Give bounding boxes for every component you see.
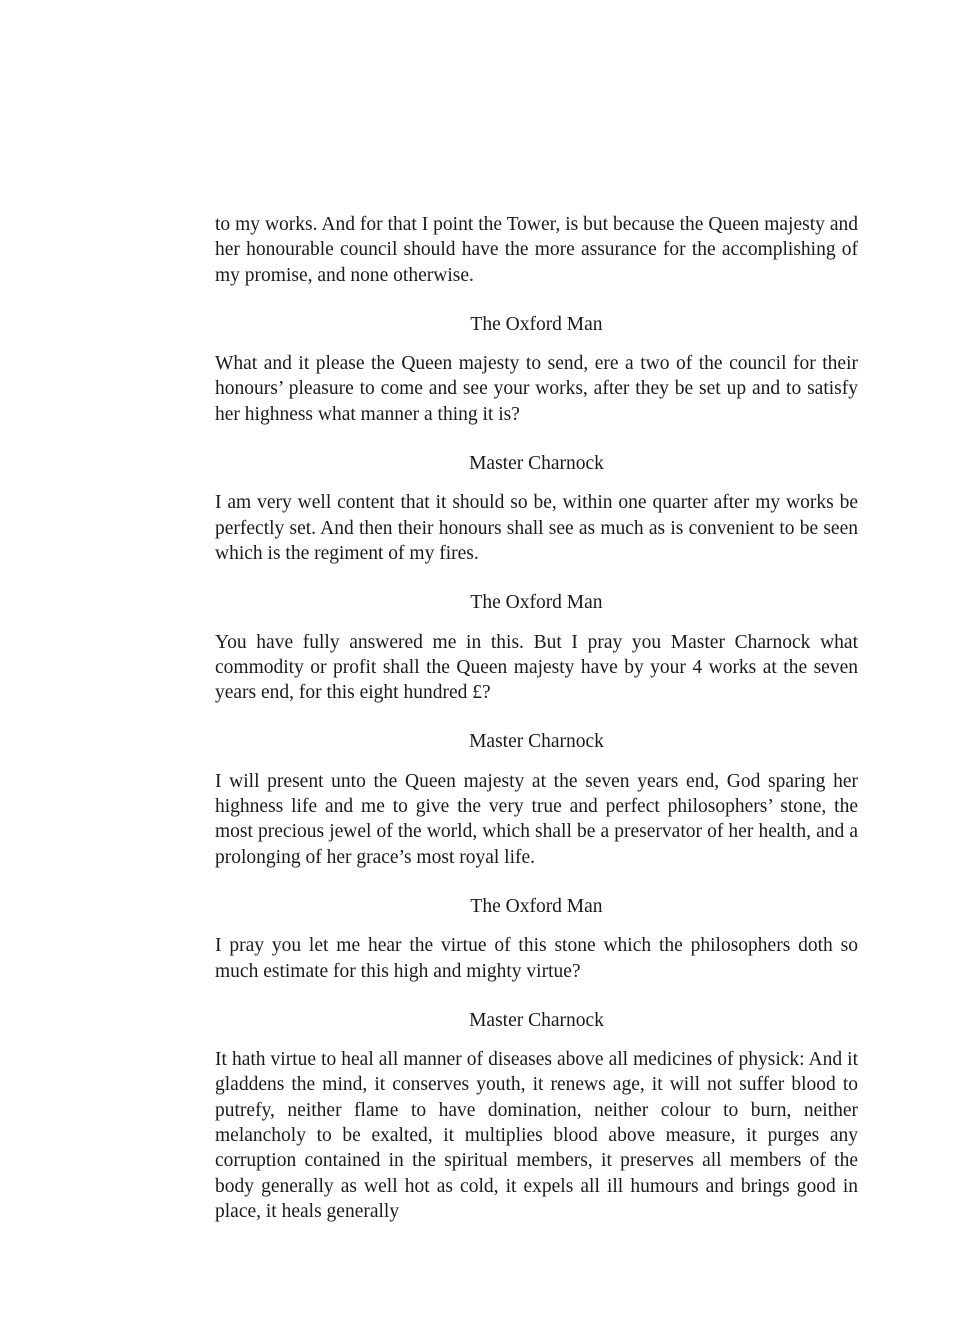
speaker-heading: The Oxford Man [470, 895, 603, 917]
dialogue-paragraph: I am very well content that it should so be, within one quarter after my works be perfectly set. And then their honours shall see as much as is convenient to be seen which is the regiment of my fires. [215, 492, 858, 564]
speaker-heading: The Oxford Man [470, 592, 603, 614]
speaker-heading: Master Charnock [469, 453, 604, 475]
page-content [215, 212, 858, 1224]
dialogue-paragraph: What and it please the Queen majesty to send, ere a two of the council for their honours’ pleasure to come and see your works, after they be set up and to satisfy her highness what manner a thing it is? [215, 353, 858, 425]
dialogue-paragraph: I will present unto the Queen majesty at the seven years end, God sparing her highness life and me to give the very true and perfect philosophers’ stone, the most precious jewel of the world, which shall be a preservator of her health, and a prolonging of her grace’s most royal life. [215, 770, 858, 868]
dialogue-paragraph: I pray you let me hear the virtue of this stone which the philosophers doth so much estimate for this high and mighty virtue? [215, 935, 858, 982]
dialogue-paragraph: It hath virtue to heal all manner of diseases above all medicines of physick: And it gladdens the mind, it conserves youth, it renews age, it will not suffer blood to putrefy, neither flame to have domination, neither colour to burn, neither melancholy to be exalted, it multiplies blood above measure, it purges any corruption contained in the spiritual members, it preserves all members of the body generally as well hot as cold, it expels all ill humours and brings good in place, it heals generally [215, 1049, 858, 1222]
dialogue-paragraph: to my works. And for that I point the Tower, is but because the Queen majesty and her honourable council should have the more assurance for the accomplishing of my promise, and none otherwise. [215, 214, 858, 286]
dialogue-paragraph: You have fully answered me in this. But I pray you Master Charnock what commodity or profit shall the Queen majesty have by your 4 works at the seven years end, for this eight hundred £? [215, 631, 858, 704]
speaker-heading: Master Charnock [469, 1009, 604, 1031]
speaker-heading: The Oxford Man [470, 313, 603, 335]
speaker-heading: Master Charnock [469, 731, 604, 753]
